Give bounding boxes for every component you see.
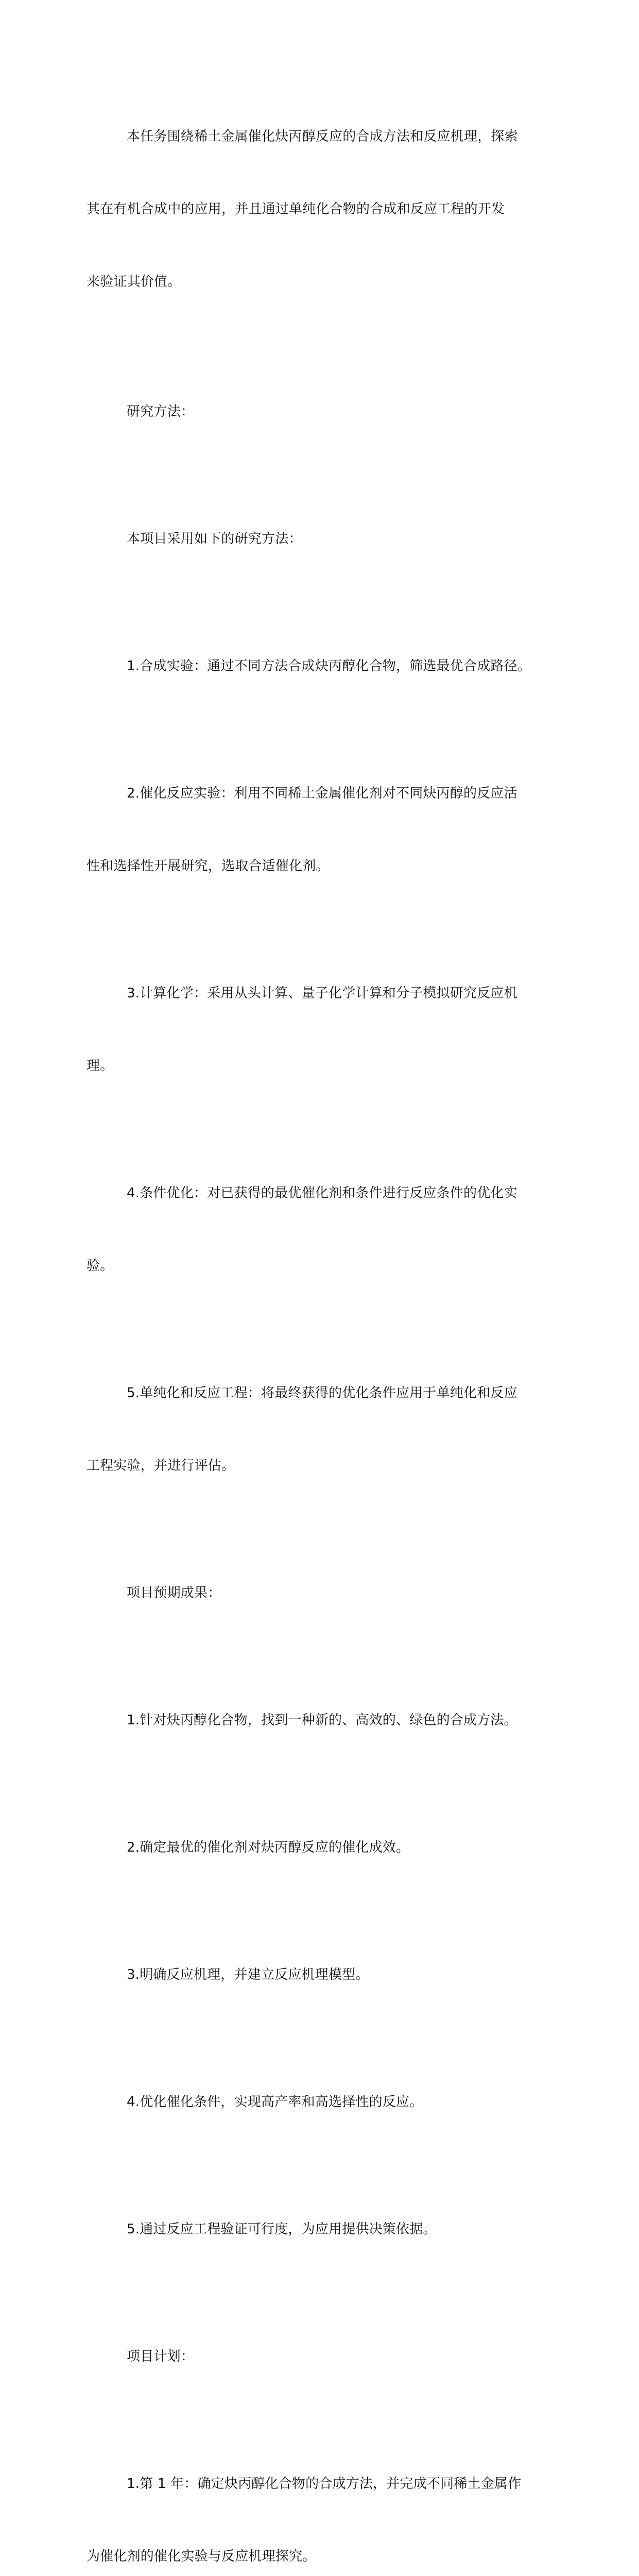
- text-line: 1.合成实验：通过不同方法合成炔丙醇化合物，筛选最优合成路径。: [127, 658, 531, 674]
- text-line: 3.计算化学：采用从头计算、量子化学计算和分子模拟研究反应机: [127, 986, 517, 1001]
- text-line: 2.确定最优的催化剂对炔丙醇反应的催化成效。: [127, 1840, 410, 1855]
- text-line: 研究方法：: [127, 404, 195, 419]
- outcome-item-5: [97, 2169, 550, 2290]
- method-item-2: [87, 733, 550, 927]
- text-line: 4.优化催化条件，实现高产率和高选择性的反应。: [127, 2094, 423, 2110]
- section-heading-outcomes: [97, 1533, 550, 1654]
- intro-paragraph: [87, 76, 550, 343]
- method-item-4: [87, 1133, 550, 1327]
- text-line: 1.针对炔丙醇化合物，找到一种新的、高效的、绿色的合成方法。: [127, 1713, 517, 1728]
- method-item-3: [87, 933, 550, 1127]
- text-line: 本任务围绕稀土金属催化炔丙醇反应的合成方法和反应机理，探索: [127, 129, 518, 144]
- text-line: 项目计划：: [127, 2349, 195, 2364]
- text-line: 本项目采用如下的研究方法：: [127, 531, 302, 547]
- text-line: 项目预期成果：: [127, 1585, 221, 1601]
- method-item-5: [87, 1333, 550, 1527]
- outcome-item-1: [97, 1660, 550, 1781]
- text-line: 来验证其价值。: [87, 274, 181, 290]
- text-line: 3.明确反应机理，并建立反应机理模型。: [127, 1967, 369, 1982]
- text-line: 5.通过反应工程验证可行度，为应用提供决策依据。: [127, 2222, 437, 2237]
- text-line: 工程实验，并进行评估。: [87, 1458, 235, 1473]
- section-heading-plan: [97, 2296, 550, 2417]
- text-line: 4.条件优化：对已获得的最优催化剂和条件进行反应条件的优化实: [127, 1185, 517, 1201]
- text-line: 5.单纯化和反应工程：将最终获得的优化条件应用于单纯化和反应: [127, 1385, 517, 1401]
- text-line: 理。: [87, 1058, 114, 1074]
- text-line: 验。: [87, 1258, 114, 1274]
- document-body: [87, 77, 550, 2576]
- section-heading-methods: [97, 351, 550, 472]
- outcome-item-2: [97, 1787, 550, 1908]
- text-line: 为催化剂的催化实验与反应机理探究。: [87, 2549, 316, 2564]
- text-line: 性和选择性开展研究，选取合适催化剂。: [87, 858, 330, 874]
- outcome-item-4: [97, 2042, 550, 2163]
- method-item-1: [97, 606, 550, 727]
- text-line: 2.催化反应实验：利用不同稀土金属催化剂对不同炔丙醇的反应活: [127, 786, 517, 801]
- plan-item-1: [87, 2424, 550, 2576]
- text-line: 其在有机合成中的应用，并且通过单纯化合物的合成和反应工程的开发: [87, 201, 505, 217]
- outcome-item-3: [97, 1914, 550, 2036]
- text-line: 1.第 1 年：确定炔丙醇化合物的合成方法，并完成不同稀土金属作: [127, 2476, 522, 2492]
- methods-intro: [97, 479, 550, 600]
